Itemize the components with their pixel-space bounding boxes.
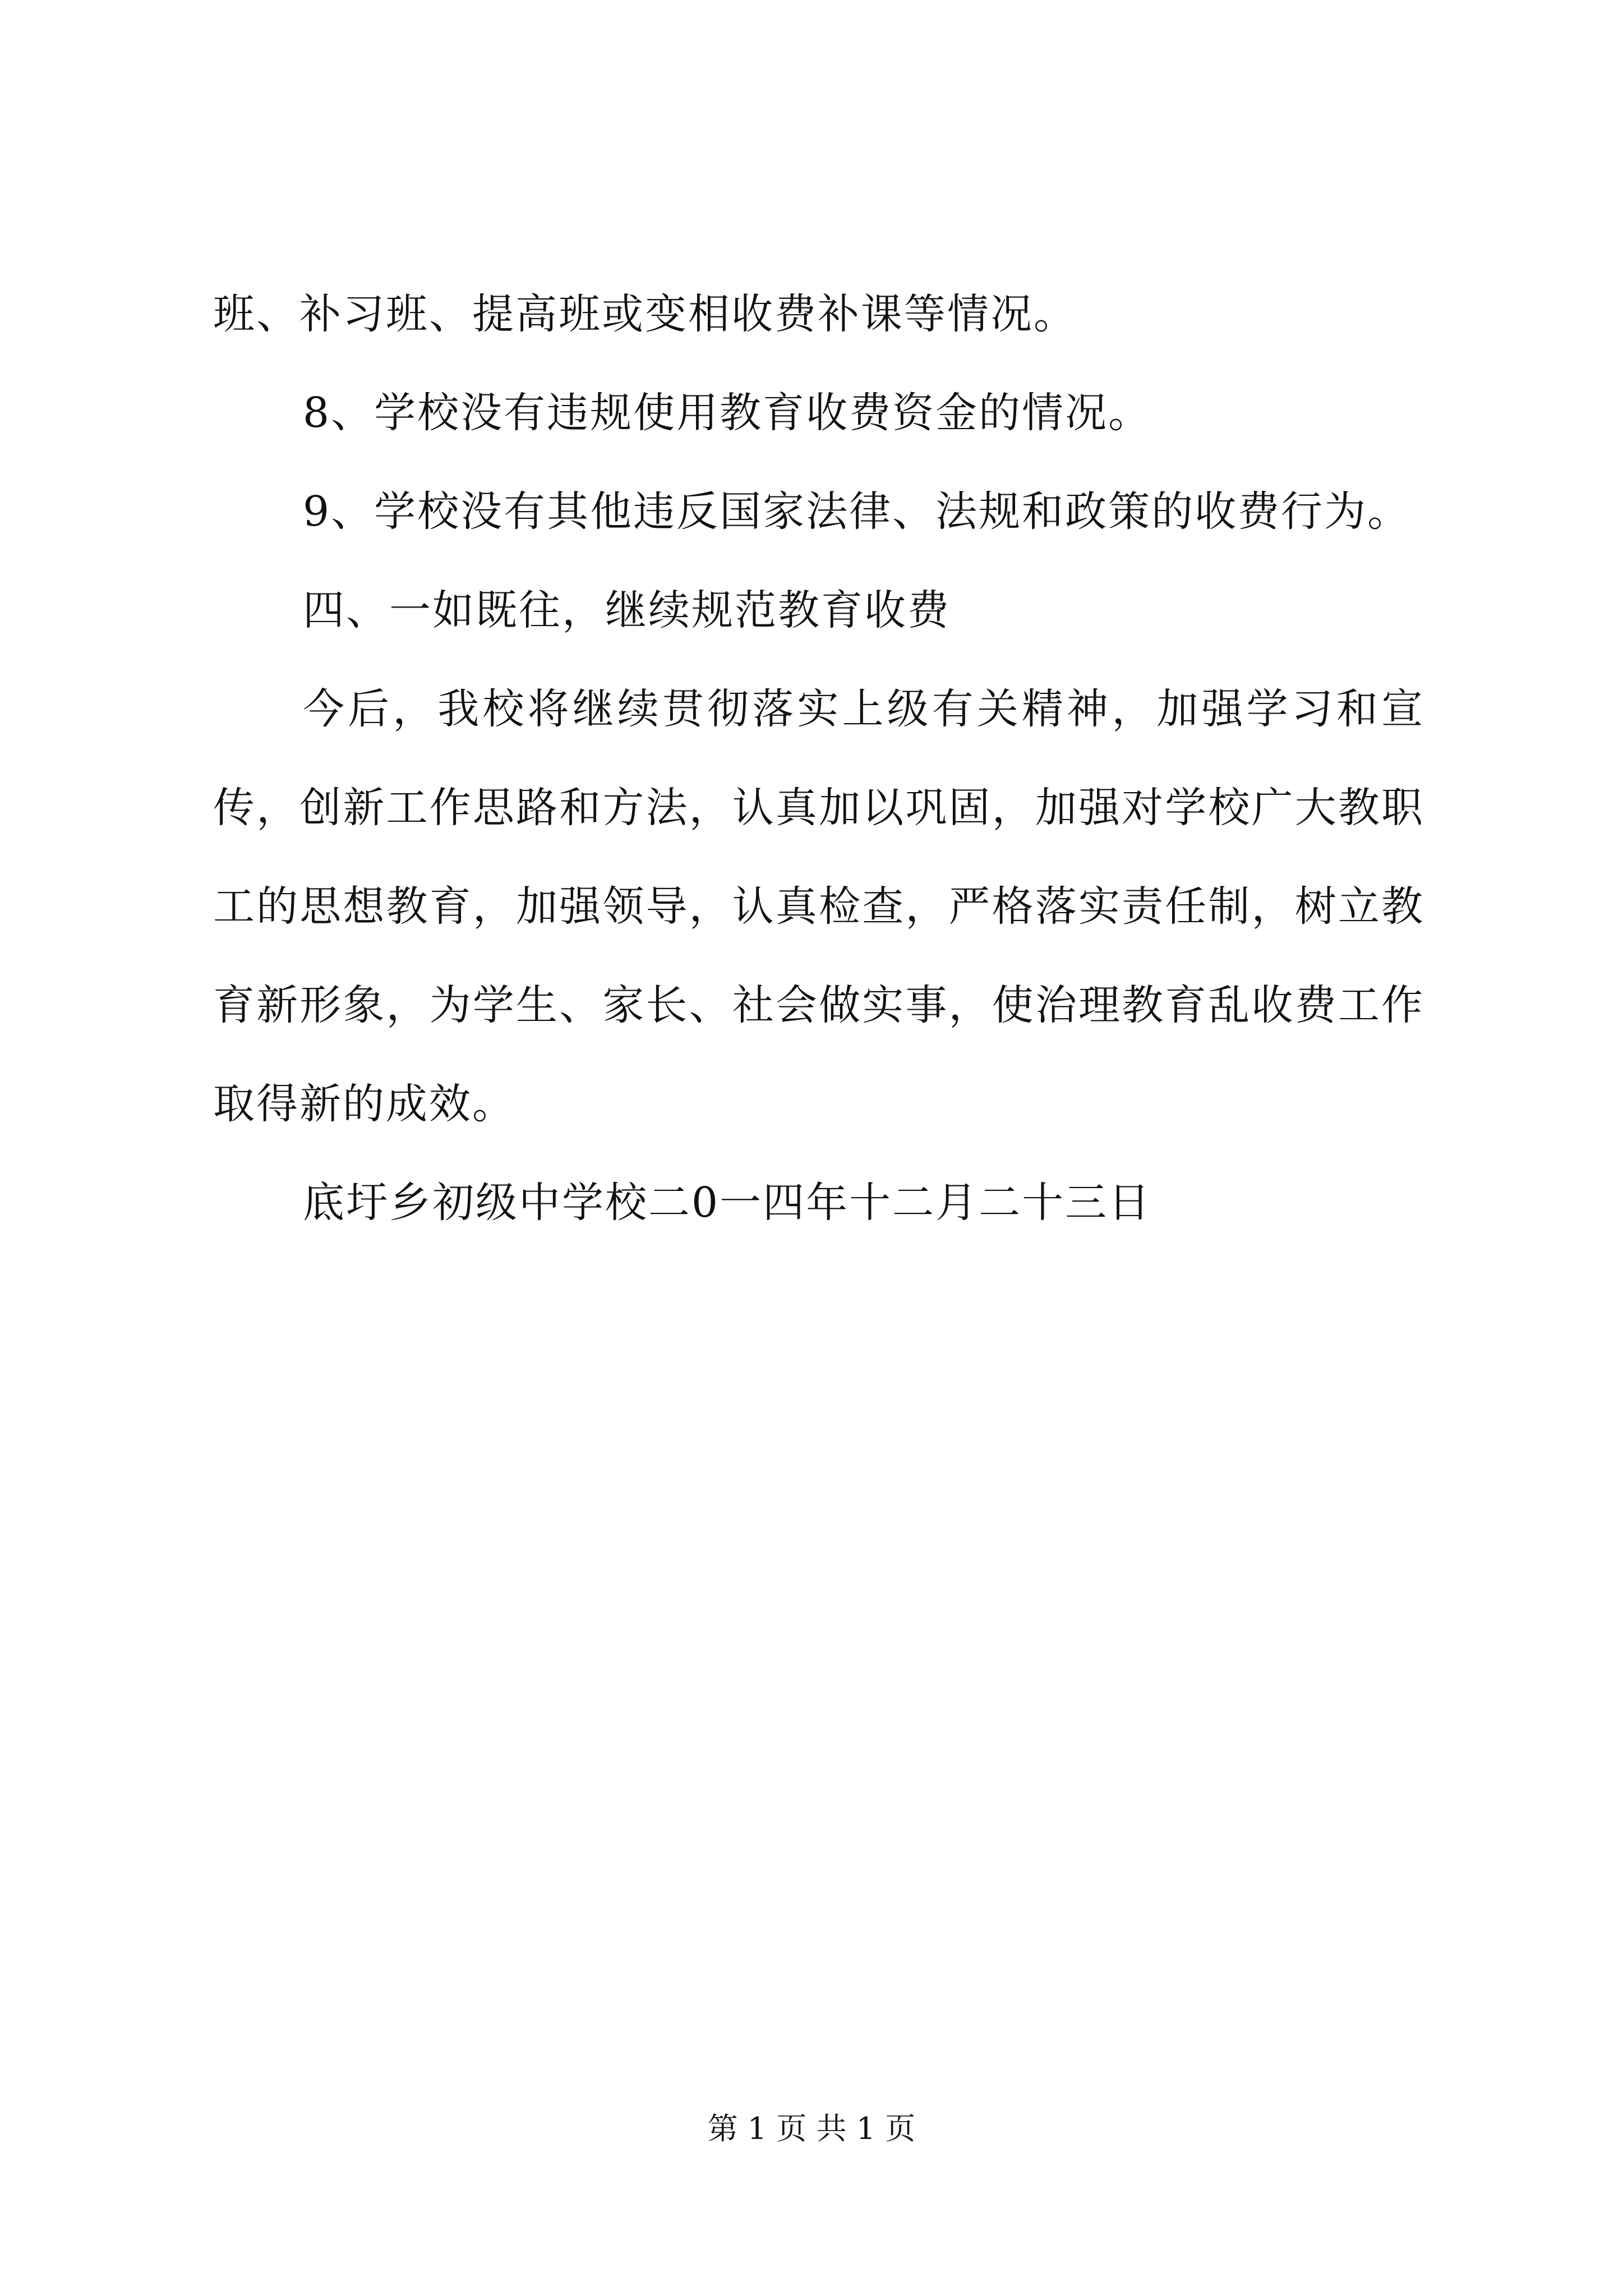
paragraph-item-8: 8、学校没有违规使用教育收费资金的情况。 [303,389,1152,437]
page-footer: 第 1 页 共 1 页 [707,2111,916,2146]
document-body [213,265,1424,1252]
section-heading-4: 四、一如既往，继续规范教育收费 [303,586,951,634]
paragraph-item-9: 9、学校没有其他违反国家法律、法规和政策的收费行为。 [303,487,1411,536]
paragraph-future-plans: 今后，我校将继续贯彻落实上级有关精神，加强学习和宣传，创新工作思路和方法，认真加以巩固，加强对学校广大教职工的思想教育，加强领导，认真检查，严格落实责任制，树立教育新形象，为学生、家长、社会做实事，使治理教育乱收费工作取得新的成效。 [213,685,1424,1128]
signature-date-line: 底圩乡初级中学校二0一四年十二月二十三日 [303,1179,1152,1227]
paragraph-continuation: 班、补习班、提高班或变相收费补课等情况。 [213,290,1077,338]
